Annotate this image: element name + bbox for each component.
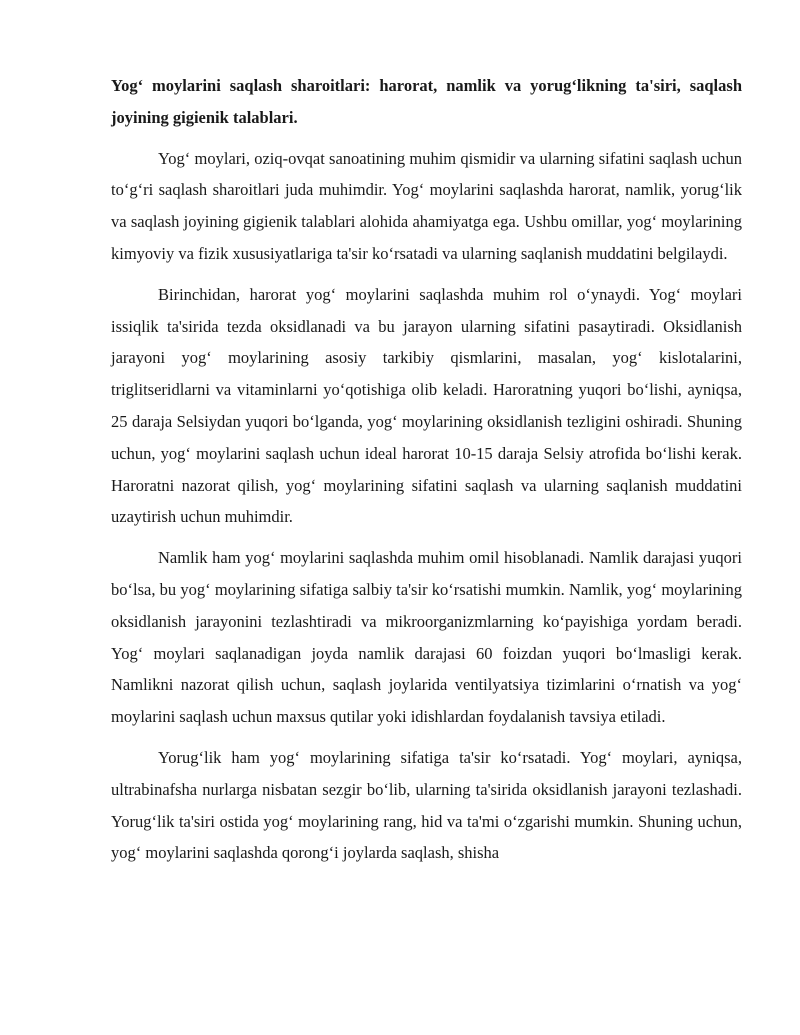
document-body (111, 70, 742, 878)
paragraph-temperature: Birinchidan, harorat yog‘ moylarini saqlashda muhim rol o‘ynaydi. Yog‘ moylari issiqlik ta'sirida tezda oksidlanadi va bu jarayon ularning sifatini pasaytiradi. Oksidlanish jarayoni yog‘ moylarining asosiy tarkibiy qismlarini, masalan, yog‘ kislotalarini, triglitseridlarni va vitaminlarni yo‘qotishiga olib keladi. Haroratning yuqori bo‘lishi, ayniqsa, 25 daraja Selsiydan yuqori bo‘lganda, yog‘ moylarining oksidlanish tezligini oshiradi. Shuning uchun, yog‘ moylarini saqlash uchun ideal harorat 10-15 daraja Selsiy atrofida bo‘lishi kerak. Haroratni nazorat qilish, yog‘ moylarining sifatini saqlash va ularning saqlanish muddatini uzaytirish uchun muhimdir. (111, 284, 742, 527)
paragraph-humidity: Namlik ham yog‘ moylarini saqlashda muhim omil hisoblanadi. Namlik darajasi yuqori bo‘lsa, bu yog‘ moylarining sifatiga salbiy ta'sir ko‘rsatishi mumkin. Namlik, yog‘ moylarining oksidlanish jarayonini tezlashtiradi va mikroorganizmlarning ko‘payishiga yordam beradi. Yog‘ moylari saqlanadigan joyda namlik darajasi 60 foizdan yuqori bo‘lmasligi kerak. Namlikni nazorat qilish uchun, saqlash joylarida ventilyatsiya tizimlarini o‘rnatish va yog‘ moylarini saqlash uchun maxsus qutilar yoki idishlardan foydalanish tavsiya etiladi. (111, 548, 742, 727)
section-title: Yog‘ moylarini saqlash sharoitlari: harorat, namlik va yorug‘likning ta'siri, saqlash joyining gigienik talablari. (111, 76, 742, 127)
paragraph-intro: Yog‘ moylari, oziq-ovqat sanoatining muhim qismidir va ularning sifatini saqlash uchun to‘g‘ri saqlash sharoitlari juda muhimdir. Yog‘ moylarini saqlashda harorat, namlik, yorug‘lik va saqlash joyining gigienik talablari alohida ahamiyatga ega. Ushbu omillar, yog‘ moylarining kimyoviy va fizik xususiyatlariga ta'sir ko‘rsatadi va ularning saqlanish muddatini belgilaydi. (111, 148, 742, 263)
paragraph-light: Yorug‘lik ham yog‘ moylarining sifatiga ta'sir ko‘rsatadi. Yog‘ moylari, ayniqsa, ultrabinafsha nurlarga nisbatan sezgir bo‘lib, ularning ta'sirida oksidlanish jarayoni tezlashadi. Yorug‘lik ta'siri ostida yog‘ moylarining rang, hid va ta'mi o‘zgarishi mumkin. Shuning uchun, yog‘ moylarini saqlashda qorong‘i joylarda saqlash, shisha (111, 747, 742, 863)
